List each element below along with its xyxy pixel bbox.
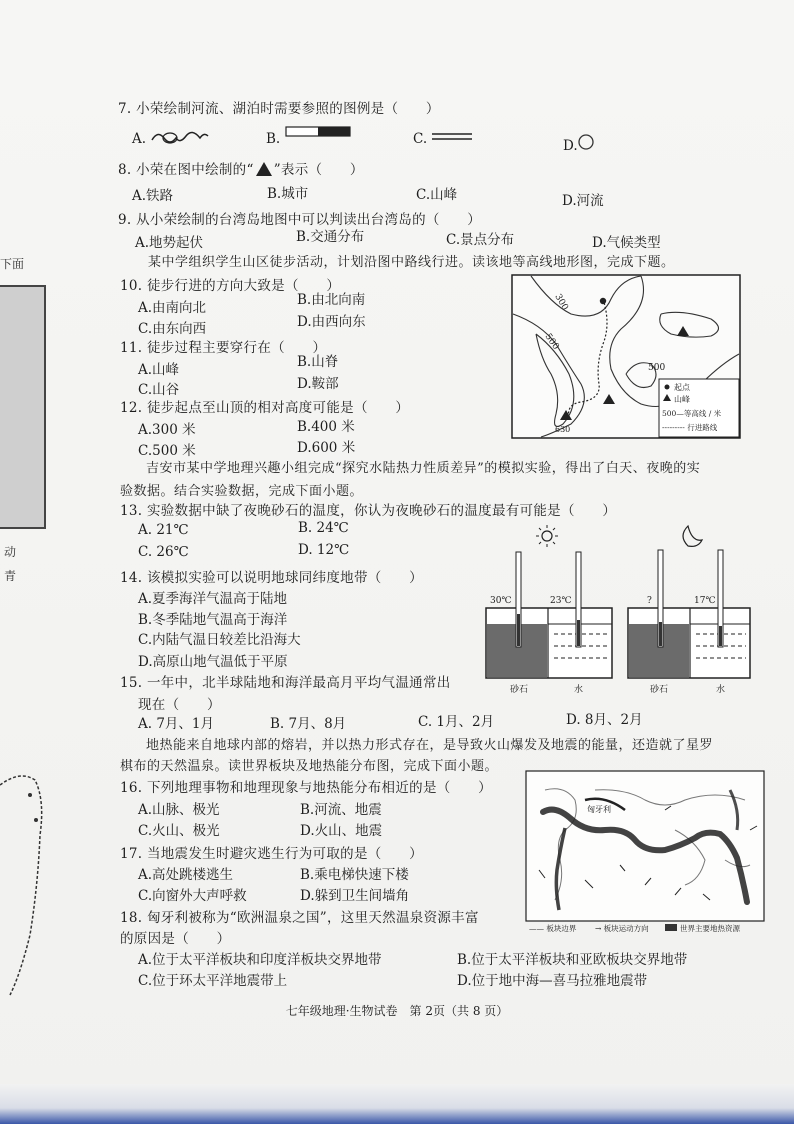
q13-option-b[interactable]: B. 24℃ [298,520,349,536]
q15-option-a[interactable]: A. 7月、1月 [138,716,215,732]
q15-option-b[interactable]: B. 7月、8月 [270,716,347,732]
q11-option-b[interactable]: B.山脊 [297,354,339,370]
legend-route: --------- 行进路线 [662,423,718,432]
contour-label-300: 300 [552,292,570,313]
q8-option-a[interactable]: A.铁路 [132,188,174,204]
contour-map [511,274,741,439]
intro-geothermal-2: 棋布的天然温泉。读世界板块及地热能分布图，完成下面小题。 [120,759,499,774]
legend-plate-direction: → 板块运动方向 [595,924,649,933]
intro-hiking: 某中学组织学生山区徒步活动，计划沿图中路线行进。读该地等高线地形图，完成下题。 [148,255,675,270]
q16-option-a[interactable]: A.山脉、极光 [138,802,220,818]
q13-option-a[interactable]: A. 21℃ [138,522,189,538]
q8-option-d[interactable]: D.河流 [562,193,604,209]
q8-text-before: 8. 小荣在图中绘制的“ [118,162,254,178]
q10-option-a[interactable]: A.由南向北 [138,300,207,316]
legend-peak: 山峰 [674,395,690,404]
intro-experiment-2: 验数据。结合实验数据，完成下面小题。 [120,484,364,499]
experiment-figure [484,522,752,700]
contour-label-500b: 500 [648,363,666,373]
question-15: 15. 一年中，北半球陆地和海洋最高月平均气温通常出 [120,675,451,691]
q18-option-a[interactable]: A.位于太平洋板块和印度洋板块交界地带 [138,952,382,968]
question-15-cont: 现在（ ） [138,697,221,713]
question-9: 9. 从小荣绘制的台湾岛地图中可以判读出台湾岛的（ ） [118,212,482,228]
q9-option-a[interactable]: A.地势起伏 [135,235,204,251]
night-water-label: 水 [716,685,726,695]
question-18: 18. 匈牙利被称为“欧洲温泉之国”，这里天然温泉资源丰富 [120,910,479,926]
q18-option-c[interactable]: C.位于环太平洋地震带上 [138,973,288,989]
q14-option-b[interactable]: B.冬季陆地气温高于海洋 [138,612,288,628]
previous-page-map [0,285,46,529]
hungary-label: 匈牙利 [587,805,611,814]
night-water-temp: 17℃ [694,596,716,606]
question-11: 11. 徒步过程主要穿行在（ ） [120,340,327,356]
question-10: 10. 徒步行进的方向大致是（ ） [120,278,341,294]
q8-option-b[interactable]: B.城市 [267,186,309,202]
taiwan-map-fragment [0,765,52,1005]
q17-option-c[interactable]: C.向窗外大声呼救 [138,888,247,904]
q7-option-b[interactable]: B. [266,131,281,147]
q13-option-c[interactable]: C. 26℃ [138,544,189,560]
q10-option-c[interactable]: C.由东向西 [138,321,207,337]
peak-triangle-icon [256,162,272,176]
day-sand-temp: 30℃ [490,596,512,606]
question-12: 12. 徒步起点至山顶的相对高度可能是（ ） [120,400,410,416]
q14-option-c[interactable]: C.内陆气温日较差比沿海大 [138,632,301,648]
q9-option-b[interactable]: B.交通分布 [296,229,365,245]
question-8 [118,158,364,178]
night-sand-temp: ? [647,596,652,606]
city-legend-icon [575,131,597,153]
edge-text-1: 下面 [0,257,25,271]
q8-text-after: ”表示（ ） [273,162,364,178]
q16-option-b[interactable]: B.河流、地震 [300,802,382,818]
q18-option-b[interactable]: B.位于太平洋板块和亚欧板块交界地带 [457,952,688,968]
q13-option-d[interactable]: D. 12℃ [298,542,350,558]
question-14: 14. 该模拟实验可以说明地球同纬度地带（ ） [120,570,423,586]
night-sand-label: 砂石 [650,685,669,695]
legend-contour: 500—等高线 / 米 [662,409,722,418]
q15-option-c[interactable]: C. 1月、2月 [418,714,495,730]
day-sand-label: 砂石 [510,685,529,695]
intro-geothermal-1: 地热能来自地球内部的熔岩，并以热力形式存在，是导致火山爆发及地震的能量，还造就了星罗 [146,738,714,753]
plate-geothermal-map [525,770,765,935]
q11-option-d[interactable]: D.鞍部 [297,376,339,392]
legend-plate-boundary: —— 板块边界 [529,924,577,933]
legend-start: 起点 [674,383,690,392]
q10-option-d[interactable]: D.由西向东 [297,314,366,330]
q15-option-d[interactable]: D. 8月、2月 [566,712,643,728]
question-13: 13. 实验数据中缺了夜晚砂石的温度，你认为夜晚砂石的温度最有可能是（ ） [120,503,617,519]
q12-option-b[interactable]: B.400 米 [297,419,355,435]
q14-option-a[interactable]: A.夏季海洋气温高于陆地 [138,591,288,607]
q12-option-c[interactable]: C.500 米 [138,443,196,459]
moon-icon [683,526,702,546]
road-legend-icon [432,132,472,142]
legend-geothermal: 世界主要地热资源 [680,924,740,933]
q14-option-d[interactable]: D.高原山地气温低于平原 [138,654,288,670]
contour-label-peak: 630 [555,425,571,434]
q10-option-b[interactable]: B.由北向南 [297,292,366,308]
q18-option-d[interactable]: D.位于地中海—喜马拉雅地震带 [457,973,648,989]
question-18-cont: 的原因是（ ） [120,931,231,947]
day-water-temp: 23℃ [550,596,572,606]
q8-option-c[interactable]: C.山峰 [416,187,458,203]
sun-icon [536,525,558,547]
q11-option-c[interactable]: C.山谷 [138,382,180,398]
scan-bottom-edge [0,1084,794,1124]
question-17: 17. 当地震发生时避灾逃生行为可取的是（ ） [120,846,423,862]
q9-option-d[interactable]: D.气候类型 [592,235,661,251]
q17-option-b[interactable]: B.乘电梯快速下楼 [300,867,409,883]
q12-option-a[interactable]: A.300 米 [138,422,196,438]
q17-option-a[interactable]: A.高处跳楼逃生 [138,867,234,883]
railway-legend-icon [285,126,351,138]
q9-option-c[interactable]: C.景点分布 [446,232,515,248]
q7-option-a[interactable]: A. [132,131,147,147]
day-water-label: 水 [574,685,584,695]
page-footer: 七年级地理·生物试卷 第 2页（共 8 页） [285,1004,509,1018]
q11-option-a[interactable]: A.山峰 [138,362,180,378]
edge-text-3: 青 [4,569,17,583]
question-16: 16. 下列地理事物和地理现象与地热能分布相近的是（ ） [120,780,492,796]
question-7: 7. 小荣绘制河流、湖泊时需要参照的图例是（ ） [118,101,440,117]
edge-text-2: 动 [4,545,17,559]
q7-option-c[interactable]: C. [413,131,428,147]
q17-option-d[interactable]: D.躲到卫生间墙角 [300,888,410,904]
river-legend-icon [150,126,210,148]
intro-experiment-1: 吉安市某中学地理兴趣小组完成“探究水陆热力性质差异”的模拟实验，得出了白天、夜晚的实 [146,461,701,476]
q12-option-d[interactable]: D.600 米 [297,440,356,456]
q16-option-d[interactable]: D.火山、地震 [300,823,383,839]
contour-label-500a: 500 [542,331,561,352]
q7-option-d[interactable]: D. [563,138,578,154]
q16-option-c[interactable]: C.火山、极光 [138,823,220,839]
